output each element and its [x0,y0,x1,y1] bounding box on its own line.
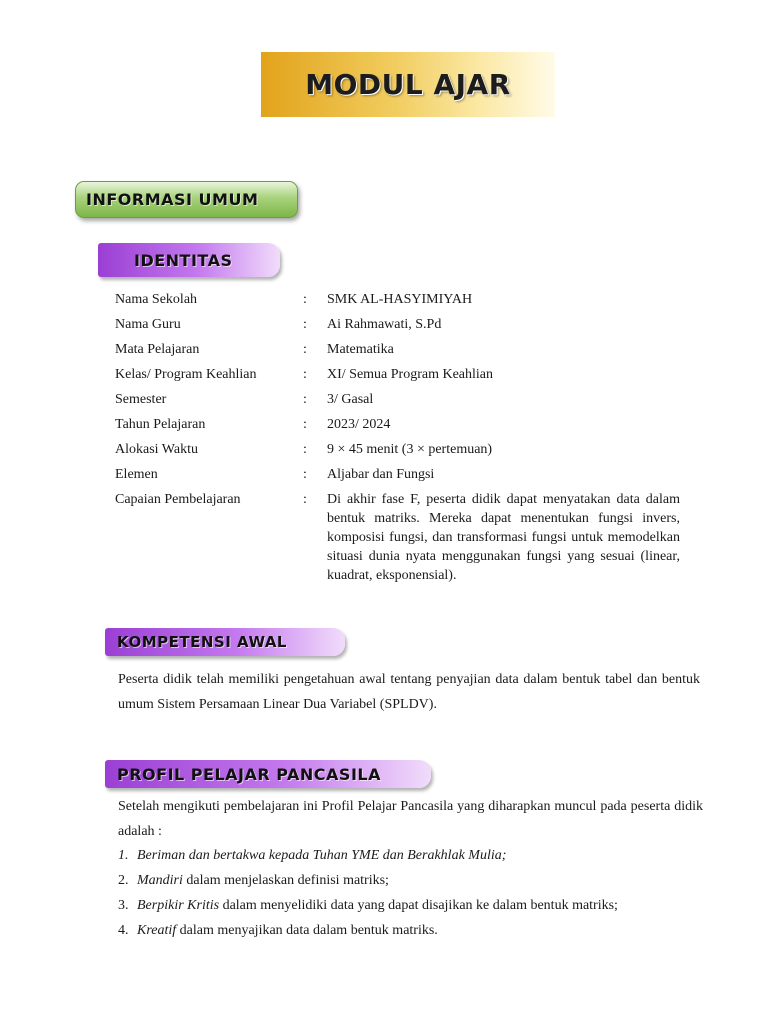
list-item-text [137,843,506,868]
list-item-text [137,893,618,918]
info-label: Elemen [115,467,158,482]
list-item [118,918,703,943]
info-value: Aljabar dan Fungsi [327,467,435,482]
info-colon: : [303,367,307,382]
info-row-alokasi-waktu [115,440,680,459]
info-label: Nama Sekolah [115,292,198,307]
list-item-number: 2. [118,873,129,888]
info-row-tahun-pelajaran [115,415,680,434]
info-colon: : [303,292,307,307]
info-colon: : [303,467,307,482]
info-row-mata-pelajaran [115,340,680,359]
list-item-emphasis: Berpikir Kritis [137,898,220,913]
info-row-capaian-pembelajaran [115,490,680,585]
info-label: Alokasi Waktu [115,442,198,457]
info-label: Semester [115,392,167,407]
info-value: 2023/ 2024 [327,417,391,432]
info-value: 3/ Gasal [327,392,374,407]
info-colon: : [303,442,307,457]
list-item-rest: dalam menjelaskan definisi matriks; [182,873,389,888]
list-item-number: 1. [118,848,129,863]
info-colon: : [303,392,307,407]
info-colon: : [303,492,307,507]
profil-list [118,843,703,943]
list-item [118,893,703,918]
info-colon: : [303,317,307,332]
info-value: 9 × 45 menit (3 × pertemuan) [327,442,493,457]
info-value: XI/ Semua Program Keahlian [327,367,494,382]
info-colon: : [303,417,307,432]
section-header-kompetensi-awal: KOMPETENSI AWAL [105,628,345,656]
info-label: Tahun Pelajaran [115,417,206,432]
list-item-rest: dalam menyelidiki data yang dapat disajikan ke dalam bentuk matriks; [219,898,618,913]
list-item [118,868,703,893]
section-header-profil-pelajar-pancasila: PROFIL PELAJAR PANCASILA [105,760,431,788]
kompetensi-awal-paragraph: Peserta didik telah memiliki pengetahuan awal tentang penyajian data dalam bentuk tabel dan bentuk umum Sistem Persamaan Linear Dua Variabel (SPLDV). [118,672,700,712]
info-row-nama-sekolah [115,290,680,309]
document-title: MODUL AJAR [305,68,511,101]
info-colon: : [303,342,307,357]
profil-intro-paragraph: Setelah mengikuti pembelajaran ini Profil Pelajar Pancasila yang diharapkan muncul pada peserta didik adalah : [118,799,703,839]
info-value: SMK AL-HASYIMIYAH [327,292,473,307]
info-label: Kelas/ Program Keahlian [115,367,257,382]
list-item-text [137,868,389,893]
info-label: Capaian Pembelajaran [115,492,241,507]
info-row-nama-guru [115,315,680,334]
info-row-semester [115,390,680,409]
info-label: Mata Pelajaran [115,342,200,357]
list-item-number: 3. [118,898,129,913]
info-value: Ai Rahmawati, S.Pd [327,317,442,332]
section-header-identitas: IDENTITAS [98,243,280,277]
list-item-emphasis: Mandiri [137,873,183,888]
list-item-rest: dalam menyajikan data dalam bentuk matriks. [176,923,438,938]
info-label: Nama Guru [115,317,181,332]
title-banner [261,52,555,117]
list-item [118,843,703,868]
info-value: Matematika [327,342,394,357]
list-item-text [137,918,438,943]
list-item-emphasis: Beriman dan bertakwa kepada Tuhan YME dan Berakhlak Mulia; [137,848,507,863]
list-item-number: 4. [118,923,129,938]
info-row-kelas [115,365,680,384]
info-value: Di akhir fase F, peserta didik dapat menyatakan data dalam bentuk matriks. Mereka dapat menentukan fungsi invers, komposisi fungsi, dan transformasi fungsi untuk memodelkan situasi dunia nyata menggunakan fungsi yang sesuai (linear, kuadrat, eksponensial). [327,492,680,583]
info-row-elemen [115,465,680,484]
identitas-table [115,290,680,591]
section-header-informasi-umum: INFORMASI UMUM [75,181,298,218]
list-item-emphasis: Kreatif [137,923,177,938]
